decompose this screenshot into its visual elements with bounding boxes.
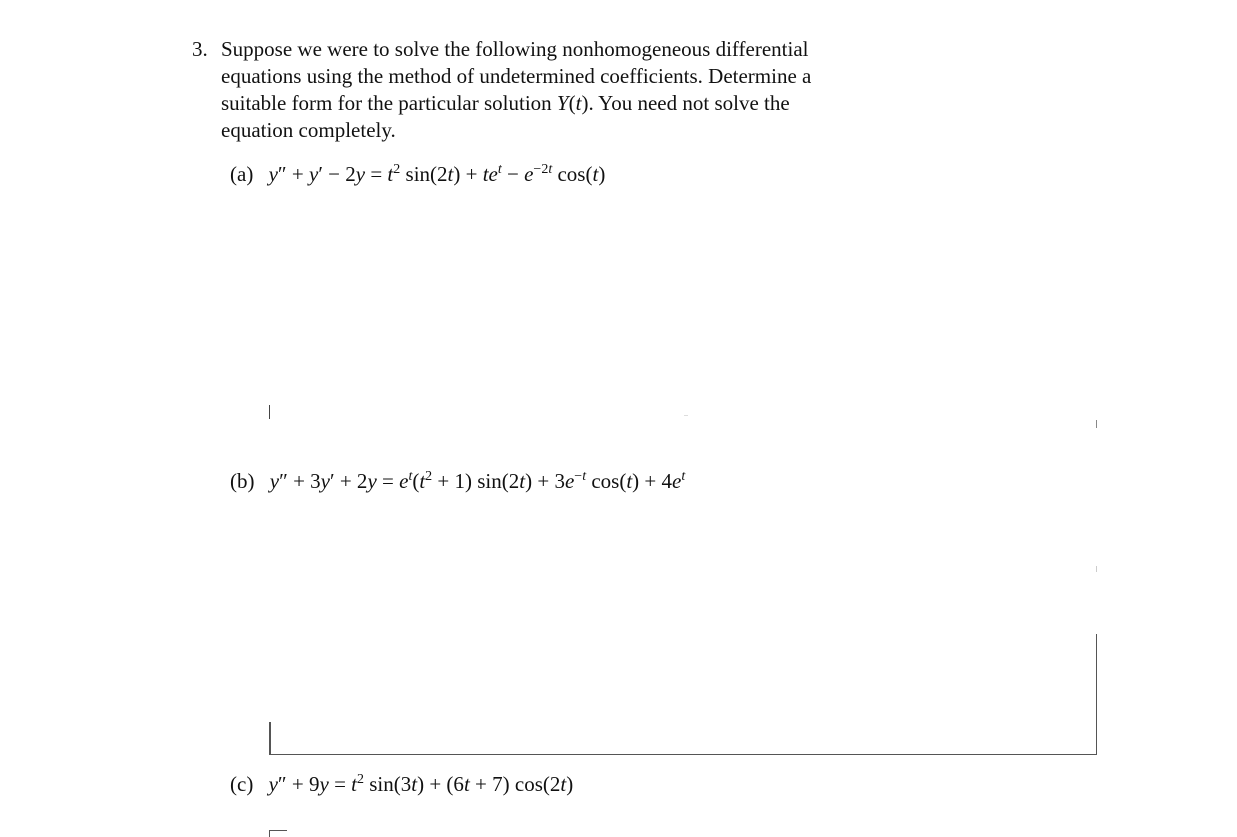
part-a-label: (a) bbox=[230, 162, 254, 186]
part-b bbox=[230, 468, 685, 495]
problem-line-1: Suppose we were to solve the following nonhomogeneous differential bbox=[221, 37, 809, 61]
problem-line-2: equations using the method of undetermined coefficients. Determine a bbox=[221, 64, 812, 88]
problem-line-3: suitable form for the particular solution Y(t). You need not solve the bbox=[221, 91, 790, 115]
problem-line-4: equation completely. bbox=[221, 118, 396, 142]
answer-box-b-left-edge bbox=[269, 722, 271, 755]
part-a bbox=[230, 161, 605, 188]
part-a-equation: $y'' + y' - 2y = t^2$ $\sin(2t) + te^t - e^{-2t}$ cos(t) bbox=[268, 162, 606, 186]
stray-mark bbox=[684, 415, 688, 416]
part-b-label: (b) bbox=[230, 469, 255, 493]
answer-box-a-right-mark bbox=[1096, 420, 1097, 428]
answer-box-b-right-mark bbox=[1096, 566, 1097, 572]
answer-box-a-mark bbox=[269, 405, 270, 419]
part-b-equation: $y'' + 3y' + 2y = e^t(t^2 + 1) \sin(2t) + 3e^{-t}$ $\cos(t) + 4e^t$ bbox=[269, 469, 686, 493]
answer-box-b[interactable] bbox=[269, 634, 1097, 755]
part-c-label: (c) bbox=[230, 772, 254, 796]
problem-statement bbox=[221, 36, 921, 144]
part-c-equation: $y'' + 9y = t^2$ sin(3t) + (6t + 7) cos(2t) bbox=[268, 772, 574, 796]
part-c bbox=[230, 771, 573, 798]
problem-number: 3. bbox=[192, 37, 208, 61]
answer-box-c[interactable] bbox=[269, 830, 287, 837]
